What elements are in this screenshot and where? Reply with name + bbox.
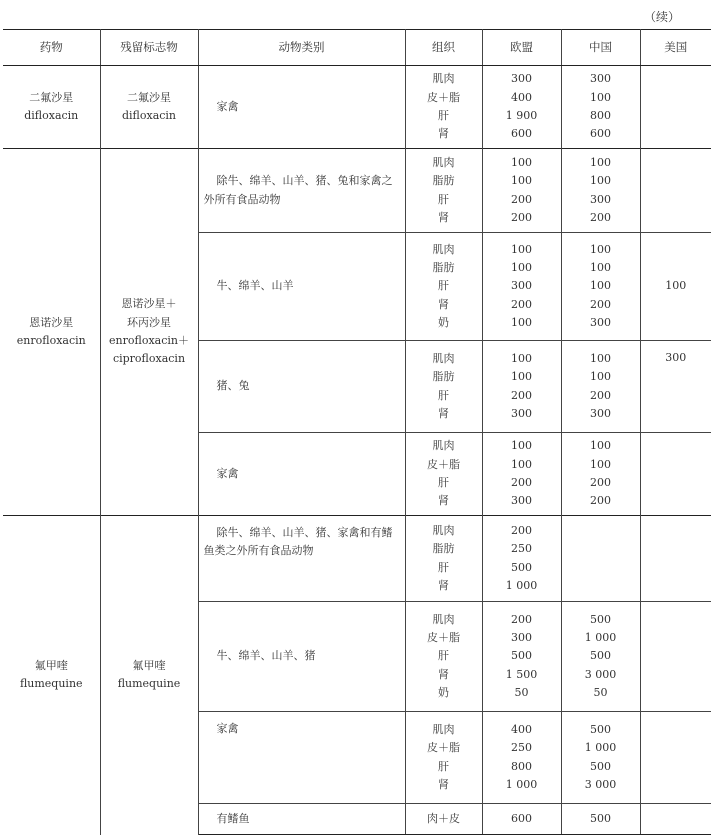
tissue: 肌肉	[432, 72, 455, 86]
cn-value: 100	[590, 351, 611, 365]
tissue: 肉＋皮	[427, 811, 460, 825]
cn-limits	[561, 516, 640, 602]
tissue: 肾	[438, 297, 449, 311]
drug-name: enrofloxacin	[16, 334, 86, 347]
animal-category: 家禽	[198, 433, 405, 516]
marker-residue: ciprofloxacin	[112, 352, 186, 366]
header-row	[3, 30, 711, 66]
eu-value: 100	[511, 439, 532, 453]
tissue: 肾	[438, 667, 449, 681]
header-eu: 欧盟	[482, 30, 561, 66]
cn-value: 500	[590, 759, 611, 773]
cn-limits	[561, 433, 640, 516]
tissue: 肝	[438, 560, 449, 574]
cn-value: 500	[590, 612, 611, 626]
tissue: 肝	[438, 388, 449, 402]
marker-residue-cell	[100, 516, 198, 835]
table-row	[3, 66, 711, 149]
drug-name: 二氟沙星	[29, 90, 74, 104]
marker-residue-cell	[100, 149, 198, 516]
eu-value: 300	[511, 631, 532, 645]
tissue: 奶	[438, 315, 449, 329]
cn-value: 300	[590, 192, 611, 206]
eu-value: 100	[511, 174, 532, 188]
tissue: 肾	[438, 777, 449, 791]
eu-value: 200	[511, 523, 532, 537]
tissue-list	[405, 804, 482, 835]
marker-residue: 二氟沙星	[127, 90, 171, 104]
tissue: 脂肪	[432, 174, 455, 188]
cn-value: 200	[590, 210, 611, 224]
us-limit	[640, 804, 711, 835]
eu-limits	[482, 233, 561, 341]
eu-value: 100	[511, 261, 532, 275]
cn-value: 100	[590, 90, 611, 104]
cn-value: 800	[590, 109, 611, 122]
animal-category: 有鳍鱼	[198, 804, 405, 835]
cn-value: 3 000	[584, 667, 617, 681]
cn-value: 100	[590, 279, 611, 293]
tissue: 肌肉	[432, 242, 455, 256]
cn-value: 100	[590, 261, 611, 275]
us-limit	[640, 712, 711, 804]
eu-value: 100	[511, 351, 532, 365]
header-marker: 残留标志物	[100, 30, 198, 66]
us-limit	[640, 433, 711, 516]
tissue-list	[405, 233, 482, 341]
cn-value: 500	[590, 811, 611, 825]
tissue: 肾	[438, 494, 449, 508]
tissue: 皮＋脂	[427, 90, 460, 104]
cn-value: 300	[590, 72, 611, 86]
continued-label: （续）	[643, 10, 680, 24]
marker-residue: 恩诺沙星＋	[121, 297, 177, 311]
eu-value: 250	[511, 542, 532, 556]
header-cn: 中国	[561, 30, 640, 66]
cn-limits	[561, 66, 640, 149]
tissue: 肌肉	[432, 612, 455, 626]
us-limit	[640, 149, 711, 233]
animal-category: 牛、绵羊、山羊、猪	[198, 602, 405, 712]
tissue: 肌肉	[432, 155, 455, 169]
tissue: 脂肪	[432, 261, 455, 275]
eu-value: 500	[511, 560, 532, 574]
drug-name-cell	[3, 149, 100, 516]
eu-value: 200	[511, 210, 532, 224]
eu-value: 300	[511, 494, 532, 508]
eu-value: 200	[511, 297, 532, 311]
eu-value: 1 000	[505, 578, 538, 592]
tissue-list	[405, 341, 482, 433]
eu-value: 200	[511, 476, 532, 489]
cn-value: 300	[590, 406, 611, 420]
tissue: 皮＋脂	[427, 457, 460, 471]
cn-limits	[561, 804, 640, 835]
cn-value: 50	[593, 685, 608, 699]
tissue-list	[405, 433, 482, 516]
eu-value: 1 000	[505, 777, 538, 791]
eu-value: 300	[511, 406, 532, 420]
cn-value: 100	[590, 242, 611, 256]
cn-limits	[561, 602, 640, 712]
tissue: 肾	[438, 578, 449, 592]
eu-value: 400	[511, 90, 532, 104]
eu-limits	[482, 66, 561, 149]
tissue: 肌肉	[432, 351, 455, 365]
animal-category: 除牛、绵羊、山羊、猪、兔和家禽之外所有食品动物	[198, 149, 405, 233]
animal-category: 牛、绵羊、山羊	[198, 233, 405, 341]
header-animal: 动物类别	[198, 30, 405, 66]
eu-limits	[482, 341, 561, 433]
cn-value: 600	[590, 127, 611, 141]
drug-name: difloxacin	[24, 109, 79, 122]
cn-value: 200	[590, 297, 611, 311]
drug-name: flumequine	[19, 677, 83, 691]
cn-value: 500	[590, 649, 611, 663]
marker-residue: 环丙沙星	[127, 315, 171, 329]
eu-value: 400	[511, 722, 532, 736]
cn-value: 1 000	[584, 631, 617, 645]
tissue: 肌肉	[432, 439, 455, 453]
tissue-list	[405, 712, 482, 804]
cn-limits	[561, 712, 640, 804]
eu-value: 500	[511, 649, 532, 663]
cn-value: 200	[590, 494, 611, 508]
cn-value: 100	[590, 174, 611, 188]
tissue: 肝	[438, 192, 449, 206]
eu-value: 200	[511, 612, 532, 626]
table-row	[3, 149, 711, 233]
tissue: 奶	[438, 685, 449, 699]
cn-value: 100	[590, 457, 611, 471]
cn-limits	[561, 149, 640, 233]
eu-limits	[482, 712, 561, 804]
tissue: 肝	[438, 476, 449, 489]
header-tissue: 组织	[405, 30, 482, 66]
tissue: 肌肉	[432, 523, 455, 537]
eu-limits	[482, 433, 561, 516]
marker-residue: 氟甲喹	[132, 658, 166, 672]
tissue: 肝	[438, 279, 449, 293]
us-limit: 300	[640, 341, 711, 433]
tissue: 皮＋脂	[427, 631, 460, 645]
cn-limits	[561, 341, 640, 433]
eu-value: 800	[511, 759, 532, 773]
animal-category: 家禽	[198, 66, 405, 149]
eu-value: 1 500	[505, 667, 538, 681]
eu-value: 600	[511, 811, 532, 825]
drug-name: 恩诺沙星	[29, 315, 74, 329]
header-drug: 药物	[3, 30, 100, 66]
eu-value: 250	[511, 741, 532, 755]
eu-value: 50	[514, 685, 529, 699]
cn-value: 200	[590, 388, 611, 402]
table-body	[3, 66, 711, 835]
animal-category: 家禽	[198, 712, 405, 804]
cn-value: 200	[590, 476, 611, 489]
marker-residue: enrofloxacin＋	[109, 334, 189, 347]
eu-value: 1 900	[505, 109, 538, 122]
cn-value: 100	[590, 370, 611, 384]
animal-category: 猪、兔	[198, 341, 405, 433]
us-limit	[640, 66, 711, 149]
eu-value: 100	[511, 242, 532, 256]
drug-name-cell	[3, 516, 100, 835]
animal-category: 除牛、绵羊、山羊、猪、家禽和有鳍鱼类之外所有食品动物	[198, 516, 405, 602]
eu-limits	[482, 804, 561, 835]
residue-limits-table	[3, 29, 711, 835]
tissue: 脂肪	[432, 542, 455, 556]
cn-limits	[561, 233, 640, 341]
tissue: 脂肪	[432, 370, 455, 384]
eu-limits	[482, 149, 561, 233]
tissue: 肌肉	[432, 722, 455, 736]
table-row	[3, 516, 711, 602]
tissue: 皮＋脂	[427, 741, 460, 755]
tissue: 肾	[438, 210, 449, 224]
drug-name: 氟甲喹	[34, 658, 68, 672]
tissue: 肝	[438, 109, 449, 122]
eu-value: 300	[511, 72, 532, 86]
eu-value: 100	[511, 457, 532, 471]
header-us: 美国	[640, 30, 711, 66]
eu-value: 300	[511, 279, 532, 293]
tissue-list	[405, 66, 482, 149]
tissue-list	[405, 149, 482, 233]
tissue-list	[405, 602, 482, 712]
cn-value: 1 000	[584, 741, 617, 755]
tissue: 肝	[438, 759, 449, 773]
tissue: 肝	[438, 649, 449, 663]
eu-value: 100	[511, 315, 532, 329]
eu-value: 200	[511, 192, 532, 206]
eu-value: 100	[511, 370, 532, 384]
tissue-list	[405, 516, 482, 602]
us-limit: 100	[640, 233, 711, 341]
cn-value: 300	[590, 315, 611, 329]
eu-value: 600	[511, 127, 532, 141]
eu-value: 200	[511, 388, 532, 402]
marker-residue-cell	[100, 66, 198, 149]
marker-residue: flumequine	[117, 677, 181, 691]
cn-value: 100	[590, 439, 611, 453]
eu-limits	[482, 602, 561, 712]
cn-value: 100	[590, 155, 611, 169]
tissue: 肾	[438, 406, 449, 420]
us-limit	[640, 602, 711, 712]
cn-value: 500	[590, 722, 611, 736]
eu-limits	[482, 516, 561, 602]
marker-residue: difloxacin	[121, 109, 177, 122]
drug-name-cell	[3, 66, 100, 149]
eu-value: 100	[511, 155, 532, 169]
us-limit	[640, 516, 711, 602]
tissue: 肾	[438, 127, 449, 141]
cn-value: 3 000	[584, 777, 617, 791]
